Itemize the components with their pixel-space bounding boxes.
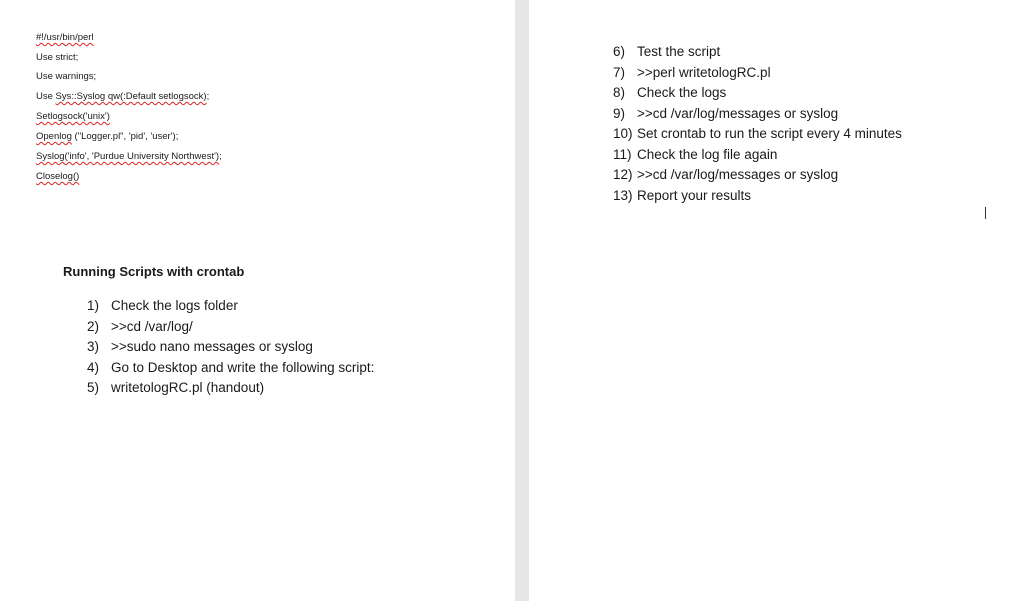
list-item: 4) Go to Desktop and write the following script: xyxy=(87,360,375,375)
code-line: Use Sys::Syslog qw(:Default setlogsock); xyxy=(36,91,210,102)
list-item: 6) Test the script xyxy=(613,44,721,59)
list-item: 13) Report your results xyxy=(613,188,752,203)
code-line: Use strict; xyxy=(36,52,79,63)
section-heading: Running Scripts with crontab xyxy=(63,264,245,279)
list-item: 11) Check the log file again xyxy=(613,147,778,162)
list-item: 5) writetologRC.pl (handout) xyxy=(87,380,265,395)
code-line: Openlog ("Logger.pl", 'pid', 'user'); xyxy=(36,131,179,142)
list-item: 7) >>perl writetologRC.pl xyxy=(613,65,771,80)
page-gutter xyxy=(515,0,529,601)
code-line: Use warnings; xyxy=(36,71,97,82)
list-item: 2) >>cd /var/log/ xyxy=(87,319,193,334)
list-item: 10) Set crontab to run the script every 4 minutes xyxy=(613,126,902,141)
document-page-right xyxy=(529,0,1024,601)
code-line: #!/usr/bin/perl xyxy=(36,32,94,43)
code-line: Closelog() xyxy=(36,171,80,182)
list-item: 1) Check the logs folder xyxy=(87,298,238,313)
list-item: 8) Check the logs xyxy=(613,85,727,100)
code-line: Syslog('info', 'Purdue University Northwest'); xyxy=(36,151,222,162)
text-cursor xyxy=(985,207,986,219)
list-item: 9) >>cd /var/log/messages or syslog xyxy=(613,106,839,121)
list-item: 3) >>sudo nano messages or syslog xyxy=(87,339,313,354)
code-line: Setlogsock('unix') xyxy=(36,111,110,122)
list-item: 12) >>cd /var/log/messages or syslog xyxy=(613,167,839,182)
